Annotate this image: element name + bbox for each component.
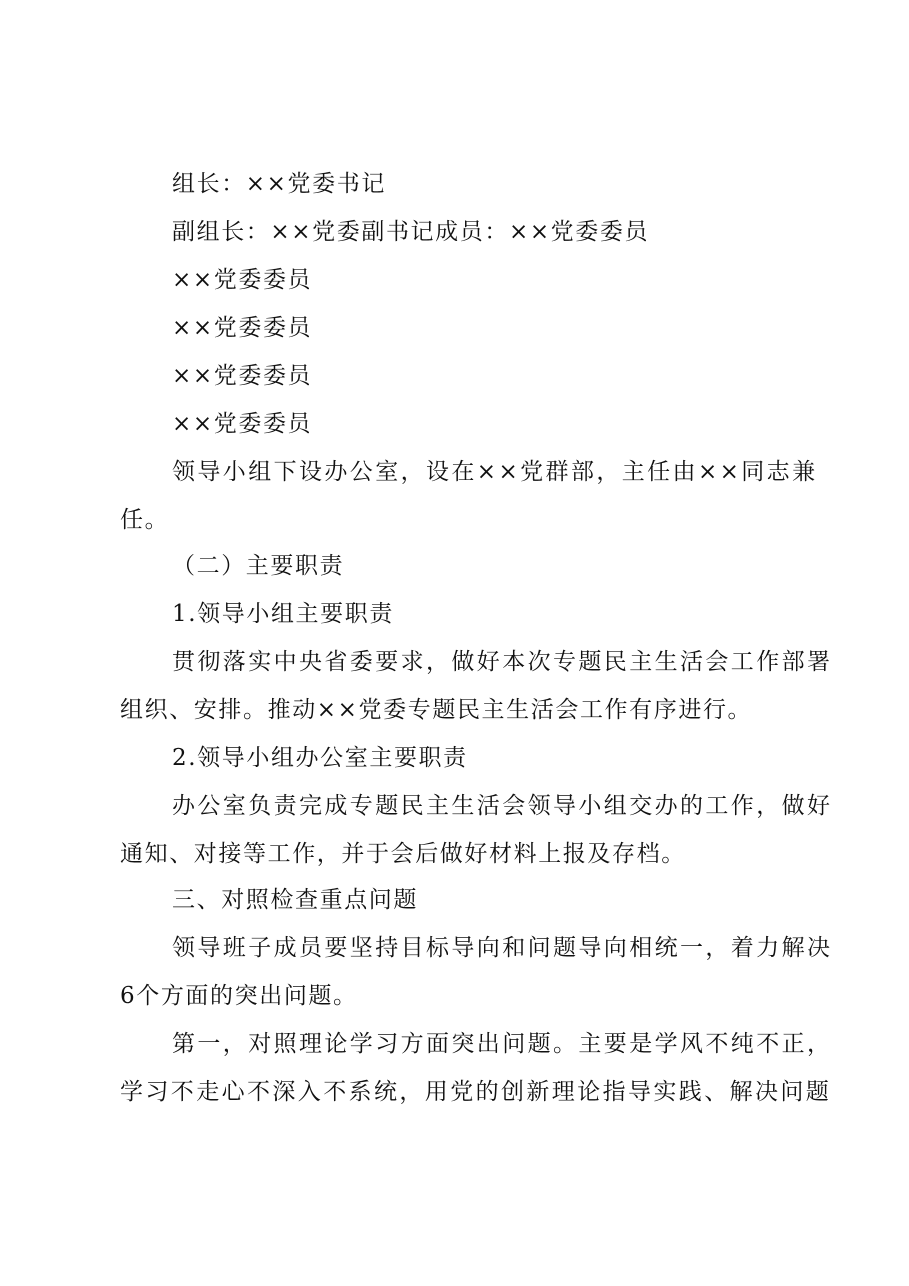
member-line: ××党委委员 (172, 267, 313, 293)
paragraph-line: 组织、安排。推动××党委专题民主生活会工作有序进行。 (120, 697, 753, 723)
paragraph-line: 领导班子成员要坚持目标导向和问题导向相统一，着力解决 (172, 935, 833, 961)
deputy-leader-line: 副组长：××党委副书记成员：××党委委员 (172, 219, 650, 245)
paragraph-line: 学习不走心不深入不系统，用党的创新理论指导实践、解决问题 (120, 1079, 832, 1105)
subsection-heading: 1.领导小组主要职责 (172, 601, 394, 627)
paragraph-line: 办公室负责完成专题民主生活会领导小组交办的工作，做好 (172, 793, 833, 819)
paragraph-line: 第一，对照理论学习方面突出问题。主要是学风不纯不正， (172, 1031, 833, 1057)
paragraph-line: 任。 (120, 507, 170, 533)
subsection-heading: 2.领导小组办公室主要职责 (172, 745, 468, 771)
member-line: ××党委委员 (172, 363, 313, 389)
member-line: ××党委委员 (172, 411, 313, 437)
paragraph-line: 贯彻落实中央省委要求，做好本次专题民主生活会工作部署 (172, 649, 833, 675)
section-heading: （二）主要职责 (172, 553, 345, 579)
section-heading: 三、对照检查重点问题 (172, 887, 418, 913)
leader-line: 组长：××党委书记 (172, 171, 386, 197)
member-line: ××党委委员 (172, 315, 313, 341)
paragraph-line: 领导小组下设办公室，设在××党群部，主任由××同志兼 (172, 459, 818, 485)
paragraph-line: 通知、对接等工作，并于会后做好材料上报及存档。 (120, 841, 686, 867)
paragraph-line: 6个方面的突出问题。 (120, 983, 358, 1009)
